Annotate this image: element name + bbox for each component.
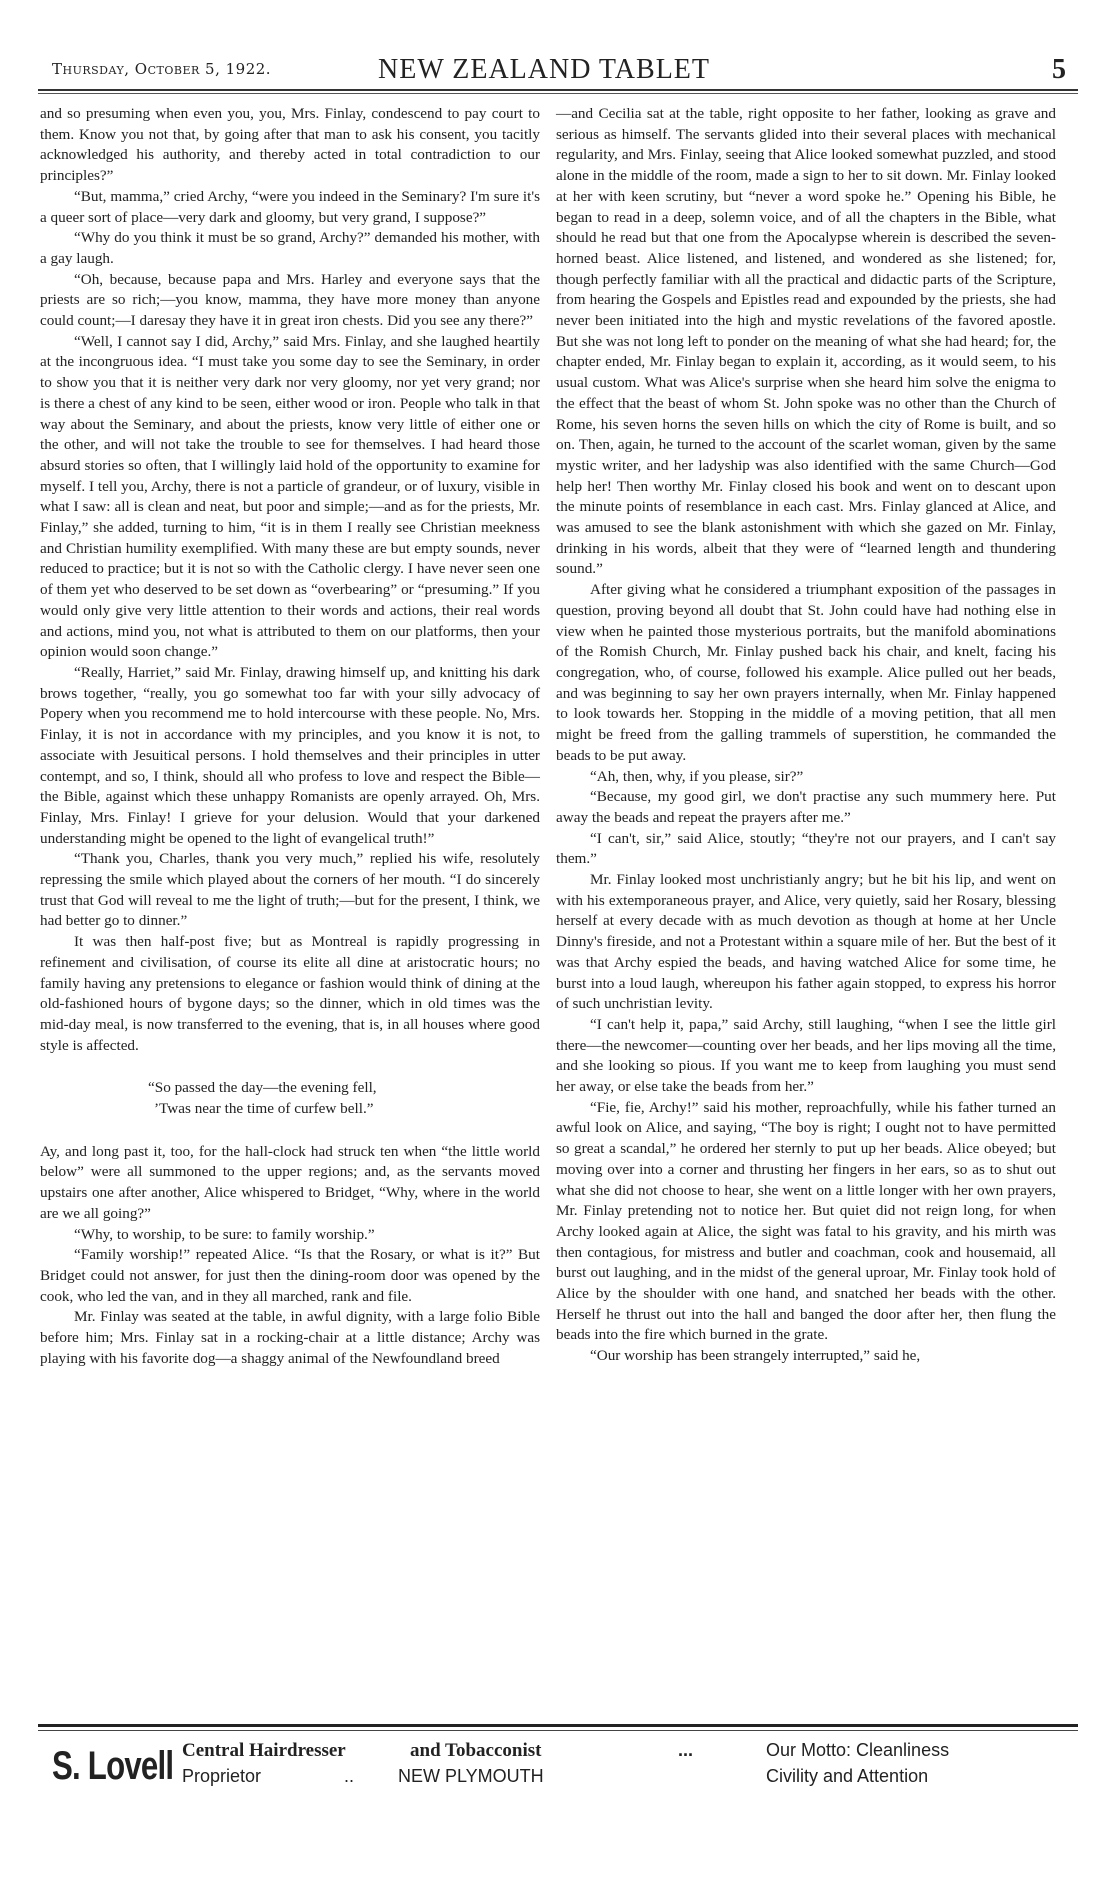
paragraph: “Ah, then, why, if you please, sir?” (590, 767, 804, 785)
paragraph: After giving what he considered a triumphant exposition of the passages in question, proving beyond all doubt that St. John could have had nothing else in view when he painted those mysterious portraits, but the manifold abominations of the Romish Church, Mr. Finlay pushed back his chair, and knelt, facing his congregation, who, of course, followed his example. Alice pulled out her beads, and was beginning to say her own prayers internally, when Mr. Finlay happened to look towards her. Stopping in the middle of a moving petition, that all men might be freed from the galling trammels of superstition, he commanded the beads to be put away. (556, 581, 1056, 764)
paragraph: “I can't, sir,” said Alice, stoutly; “they're not our prayers, and I can't say them.” (556, 829, 1056, 868)
paragraph: “I can't help it, papa,” said Archy, still laughing, “when I see the little girl there—the newcomer—counting over her beads, and her lips moving all the time, and she looking so pious. If you want me to keep from laughing you must send her away, or else take the beads from her.” (556, 1015, 1056, 1096)
paragraph: “Fie, fie, Archy!” said his mother, reproachfully, while his father turned an awful look on Alice, and saying, “The boy is right; I ought not to have permitted so great a scandal,” he ordered her sternly to put up her beads. Alice obeyed; but moving over into a corner and thrusting her fingers in her ears, so as to shut out what she did not choose to hear, she went on a little longer with her own prayers, Mr. Finlay pretending not to notice her. But quiet did not reign long, for when Archy looked again at Alice, the sight was fatal to his gravity, and his mirth was then contagious, for mistress and butler and coachman, cook and housemaid, all burst out laughing, and in the midst of the general uproar, Mr. Finlay took hold of Alice by the shoulder with one hand, and snatched her beads with the other. Herself he thrust out into the hall and banged the door after her, then flung the beads into the fire which burned in the grate. (556, 1098, 1056, 1344)
paragraph: “Thank you, Charles, thank you very much,” replied his wife, resolutely repressing the smile which played about the corners of her mouth. “I do sincerely trust that God will reveal to me the light of truth;—but for the present, I think, we had better go to dinner.” (40, 850, 540, 930)
verse-line: ’Twas near the time of curfew bell.” (154, 1100, 374, 1118)
paragraph: “Well, I cannot say I did, Archy,” said Mrs. Finlay, and she laughed heartily at the incongruous idea. “I must take you some day to see the Seminary, in order to show you that it is neither very dark nor very gloomy, nor yet very grand; nor is there a chest of any kind to be seen, either wood or iron. People who talk in that way about the Seminary, and about the priests, know very little of either one or the other, and will not take the trouble to see for themselves. I had heard those absurd stories so often, that I willingly laid hold of the opportunity to examine for myself. I tell you, Archy, there is not a particle of grandeur, or of luxury, visible in what I saw: all is clean and neat, but poor and simple;—and as for the priests, Mr. Finlay,” she added, turning to him, “it is in them I really see Christian meekness and Christian humility exemplified. With many these are but empty sounds, never reduced to practice; but it is not so with the Catholic clergy. I have never seen one of them yet who deserved to be set down as “overbearing” or “presuming.” If you would only give very little attention to their words and actions, their real words and actions, mind you, not what is attributed to them on our platforms, then your opinion would soon change.” (40, 332, 540, 661)
advertiser-trade: Central Hairdresser (182, 1740, 346, 1761)
paragraph: —and Cecilia sat at the table, right opposite to her father, looking as grave and serious as himself. The servants glided into their several places with mechanical regularity, and Mrs. Finlay, seeing that Alice looked somewhat puzzled, and stood alone in the middle of the room, made a sign to her to sit down. Mr. Finlay looked at her with keen scrutiny, but “never a word spoke he.” Opening his Bible, he began to read in a deep, solemn voice, and of all the chapters in the Bible, what should he read but that one from the Apocalypse wherein is described the seven-horned beast. Alice listened, and listened, and wondered as she listened; for, though perfectly familiar with all the practical and didactic parts of the Scripture, from hearing the Gospels and Epistles read and expounded by the priests, she had never been initiated into the high and mystic revelations of the favored apostle. But she was not long left to ponder on the meaning of what she had heard; for, the chapter ended, Mr. Finlay began to explain it, according, as it would seem, to his usual custom. What was Alice's surprise when she heard him solve the enigma to the effect that the beast of whom St. John spoke was no other than the Church of Rome, his seven horns the seven hills on which the city of Rome is built, and so on. Then, again, he turned to the account of the scarlet woman, given by the same mystic writer, and her ladyship was also identified with the same Church—God help her! Then worthy Mr. Finlay closed his book and went on to descant upon the minute points of resemblance in each cast. Mrs. Finlay glanced at Alice, and was amused to see the blank astonishment with which she gazed on Mr. Finlay, drinking in his words, albeit that they were of “learned length and thundering sound.” (556, 105, 1056, 578)
paragraph: “Why, to worship, to be sure: to family worship.” (74, 1225, 375, 1243)
paragraph: Mr. Finlay looked most unchristianly angry; but he bit his lip, and went on with his extemporaneous prayer, and Alice, very quietly, said her Rosary, blessing herself at every decade with as much devotion as though at home at her Uncle Dinny's fireside, and not a Protestant within a square mile of her. But the best of it was that Archy espied the beads, and having watched Alice for some time, he burst into a loud laugh, whereupon his father again stopped, to express his horror of such unchristian levity. (556, 871, 1056, 1013)
advertiser-town: NEW PLYMOUTH (398, 1766, 544, 1786)
paragraph: “But, mamma,” cried Archy, “were you indeed in the Seminary? I'm sure it's a queer sort of place—very dark and gloomy, but very grand, I suppose?” (40, 187, 540, 226)
left-column (40, 104, 540, 1369)
header-rule-thin (38, 93, 1078, 94)
advertisement (38, 1738, 1078, 1808)
verse-quote (148, 1078, 540, 1119)
paragraph: “Because, my good girl, we don't practise any such mummery here. Put away the beads and repeat the prayers after me.” (556, 788, 1056, 826)
header-rule (38, 89, 1078, 91)
paragraph: “Oh, because, because papa and Mrs. Harley and everyone says that the priests are so rich;—you know, mamma, they have more money than anyone could count;—I daresay they have it in great iron chests. Did you see any there?” (40, 270, 540, 330)
verse-line: “So passed the day—the evening fell, (148, 1079, 377, 1097)
paragraph: Ay, and long past it, too, for the hall-clock had struck ten when “the little world below” were all summoned to the upper regions; and, as the servants moved upstairs one after another, Alice whispered to Bridget, “Why, where in the world are we all going?” (40, 1142, 540, 1222)
paragraph: It was then half-post five; but as Montreal is rapidly progressing in refinement and civilisation, of course its elite all dine at aristocratic hours; no family having any pretensions to elegance or fashion would think of dining at the old-fashioned hours of bygone days; so the dinner, which in old times was the mid-day meal, is now transferred to the evening, that is, in all houses where good style is affected. (40, 933, 540, 1054)
paragraph: “Family worship!” repeated Alice. “Is that the Rosary, or what is it?” But Bridget could not answer, for just then the dining-room door was opened by the cook, who led the van, and in they all marched, rank and file. (40, 1246, 540, 1305)
footer-rule (38, 1724, 1078, 1727)
leader-dots: ... (678, 1740, 694, 1760)
paragraph: “Really, Harriet,” said Mr. Finlay, drawing himself up, and knitting his dark brows together, “really, you go somewhat too far with your silly advocacy of Popery when you recommend me to hold intercourse with these people. No, Mrs. Finlay, it is not in accordance with my principles, and you know it is not, to associate with Jesuitical persons. I hold themselves and their principles in utter contempt, and so, I think, should all who profess to love and respect the Bible—the Bible, against which these unhappy Romanists are openly arrayed. Oh, Mrs. Finlay, Mrs. Finlay! I grieve for your delusion. Would that your darkened understanding might be opened to the light of evangelical truth!” (40, 663, 540, 847)
paragraph: Mr. Finlay was seated at the table, in awful dignity, with a large folio Bible before him; Mrs. Finlay sat in a rocking-chair at a little distance; Archy was playing with his favorite dog—a shaggy animal of the Newfoundland breed (40, 1308, 540, 1367)
paragraph: “Our worship has been strangely interrupted,” said he, (590, 1347, 921, 1365)
leader-dots: .. (344, 1766, 355, 1786)
advertiser-trade-2: and Tobacconist (410, 1740, 542, 1761)
issue-date: Thursday, October 5, 1922. (52, 60, 272, 78)
advertiser-role: Proprietor (182, 1766, 262, 1786)
masthead (38, 52, 1078, 88)
newspaper-title: NEW ZEALAND TABLET (378, 54, 711, 85)
right-column (556, 104, 1056, 1367)
footer-rule-thin (38, 1730, 1078, 1731)
paragraph: “Why do you think it must be so grand, Archy?” demanded his mother, with a gay laugh. (40, 229, 540, 267)
advertiser-name: S. Lovell (52, 1744, 174, 1788)
paragraph: and so presuming when even you, you, Mrs. Finlay, condescend to pay court to them. Know you not that, by going after that man to ask his consent, you tacitly acknowledged his authority, and thereby acted in total contradiction to our principles?” (40, 105, 540, 185)
page-number: 5 (1052, 54, 1066, 85)
motto-line: Our Motto: Cleanliness (766, 1740, 950, 1760)
motto-line: Civility and Attention (766, 1766, 929, 1786)
